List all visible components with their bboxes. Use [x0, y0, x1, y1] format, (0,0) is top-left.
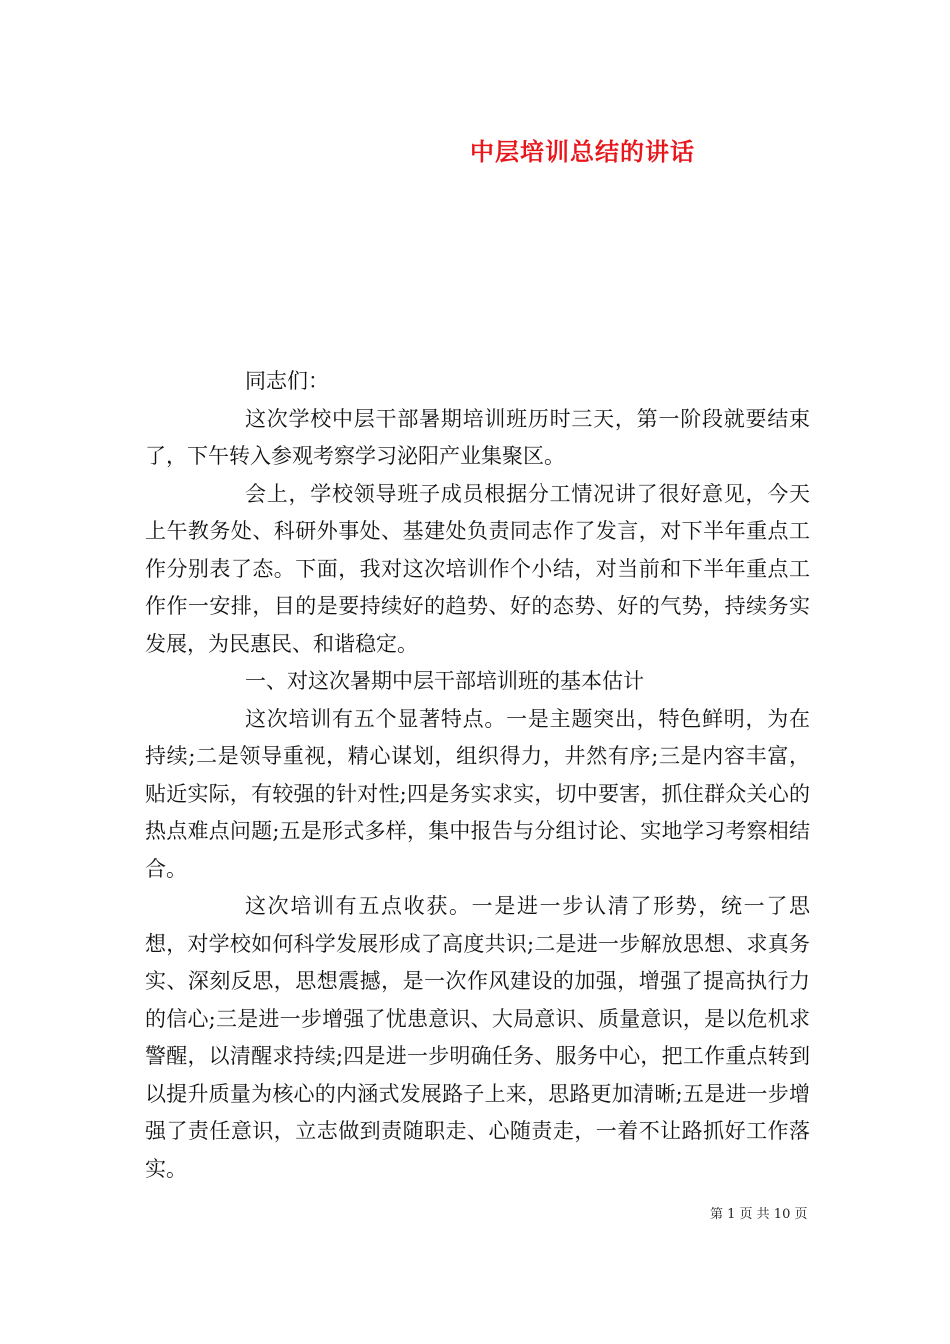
- body-paragraph: 这次学校中层干部暑期培训班历时三天，第一阶段就要结束了，下午转入参观考察学习泌阳产业集聚区。: [145, 406, 810, 468]
- document-body: [145, 363, 810, 1188]
- salutation-paragraph: 同志们：: [245, 369, 329, 393]
- document-title: 中层培训总结的讲话: [470, 137, 695, 166]
- body-paragraph: 会上，学校领导班子成员根据分工情况讲了很好意见，今天上午教务处、科研外事处、基建处负责同志作了发言，对下半年重点工作分别表了态。下面，我对这次培训作个小结，对当前和下半年重点工作作一安排，目的是要持续好的趋势、好的态势、好的气势，持续务实发展，为民惠民、和谐稳定。: [145, 481, 810, 656]
- section-heading: 一、对这次暑期中层干部培训班的基本估计: [245, 669, 644, 693]
- body-paragraph: 这次培训有五个显著特点。一是主题突出，特色鲜明，为在持续;二是领导重视，精心谋划，组织得力，井然有序;三是内容丰富，贴近实际，有较强的针对性;四是务实求实，切中要害，抓住群众关心的热点难点问题;五是形式多样，集中报告与分组讨论、实地学习考察相结合。: [145, 706, 810, 881]
- page-number-footer: 第 1 页 共 10 页: [710, 1207, 808, 1222]
- body-paragraph: 这次培训有五点收获。一是进一步认清了形势，统一了思想，对学校如何科学发展形成了高度共识;二是进一步解放思想、求真务实、深刻反思，思想震撼，是一次作风建设的加强，增强了提高执行力的信心;三是进一步增强了忧患意识、大局意识、质量意识，是以危机求警醒，以清醒求持续;四是进一步明确任务、服务中心，把工作重点转到以提升质量为核心的内涵式发展路子上来，思路更加清晰;五是进一步增强了责任意识，立志做到责随职走、心随责走，一着不让路抓好工作落实。: [145, 894, 810, 1181]
